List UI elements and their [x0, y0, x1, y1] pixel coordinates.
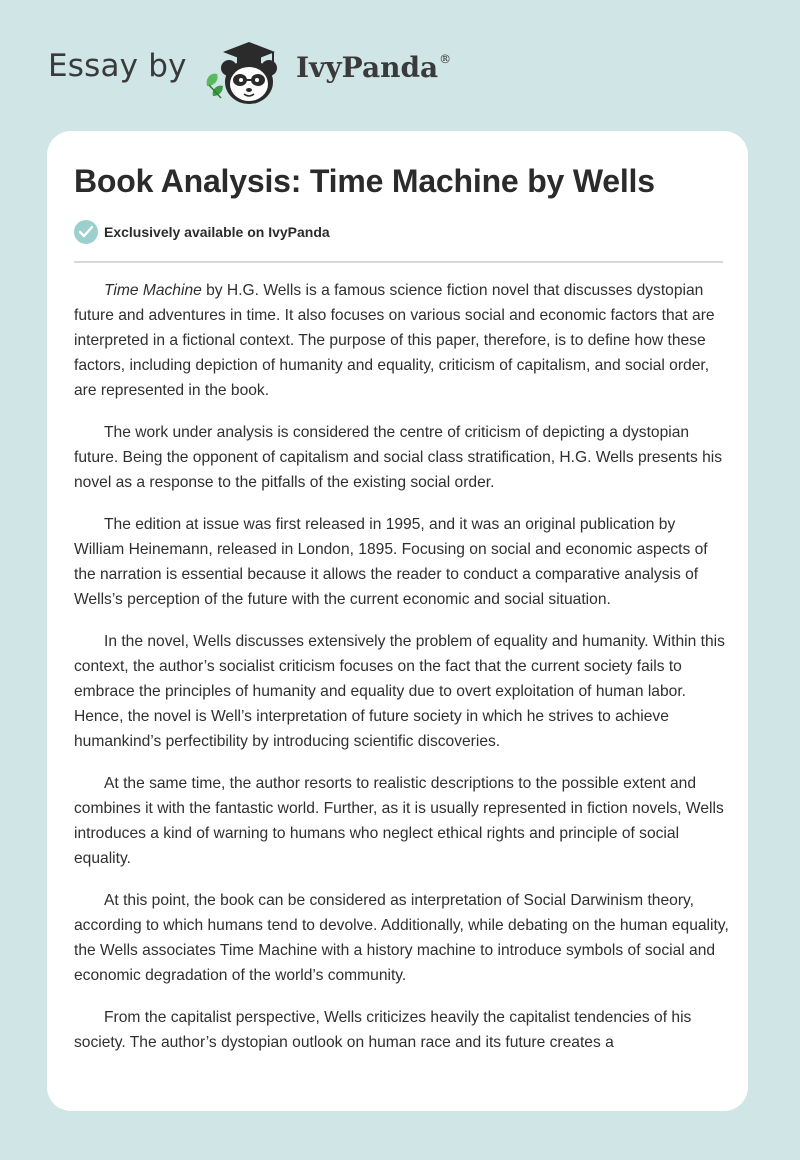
- exclusive-badge: [74, 220, 330, 244]
- divider: [74, 261, 723, 263]
- paragraph: From the capitalist perspective, Wells criticizes heavily the capitalist tendencies of his society. The author’s dystopian outlook on human race and its future creates a: [74, 1009, 692, 1051]
- registered-mark: ®: [439, 52, 452, 66]
- paragraph: The edition at issue was first released in 1995, and it was an original publication by William Heinemann, released in London, 1895. Focusing on social and economic aspects of the narration is essential because it allows the reader to conduct a comparative analysis of Wells’s perception of the future with the current economic and social situation.: [74, 516, 708, 608]
- paragraph: In the novel, Wells discusses extensively the problem of equality and humanity. Within this context, the author’s socialist criticism focuses on the fact that the current society fails to embrace the principles of humanity and equality due to overt exploitation of human labor. Hence, the novel is Well’s interpretation of future society in which he strives to achieve humankind’s perfectibility by introducing scientific discoveries.: [74, 633, 725, 750]
- panda-graduate-icon[interactable]: [203, 38, 293, 108]
- page-title: Book Analysis: Time Machine by Wells: [74, 163, 655, 199]
- badge-text: Exclusively available on IvyPanda: [104, 224, 330, 240]
- paragraph: At this point, the book can be considered as interpretation of Social Darwinism theory, according to which humans tend to devolve. Additionally, while debating on the human equality, the Wells associates Time Machine with a history machine to introduce symbols of social and economic degradation of the world’s community.: [74, 892, 729, 984]
- book-title-italic: Time Machine: [104, 282, 202, 299]
- essay-body: [74, 278, 729, 1072]
- check-circle-icon: [74, 220, 98, 244]
- paragraph: The work under analysis is considered the centre of criticism of depicting a dystopian future. Being the opponent of capitalism and social class stratification, H.G. Wells presents his novel as a response to the pitfalls of the existing social order.: [74, 424, 723, 491]
- brand-name[interactable]: IvyPanda®: [296, 51, 452, 84]
- paragraph: At the same time, the author resorts to realistic descriptions to the possible extent and combines it with the fantastic world. Further, as it is usually represented in fiction novels, Wells introduces a kind of warning to humans who neglect ethical rights and principle of social equality.: [74, 775, 724, 867]
- intro-text: by H.G. Wells is a famous science fiction novel that discusses dystopian future and adventures in time. It also focuses on various social and economic factors that are interpreted in a fictional context. The purpose of this paper, therefore, is to define how these factors, including depiction of humanity and equality, criticism of capitalism, and social order, are represented in the book.: [74, 282, 715, 399]
- essay-card: [47, 131, 748, 1111]
- brand-prefix: Essay by: [48, 48, 187, 84]
- paragraph-intro: [74, 278, 729, 403]
- site-header: [0, 0, 800, 128]
